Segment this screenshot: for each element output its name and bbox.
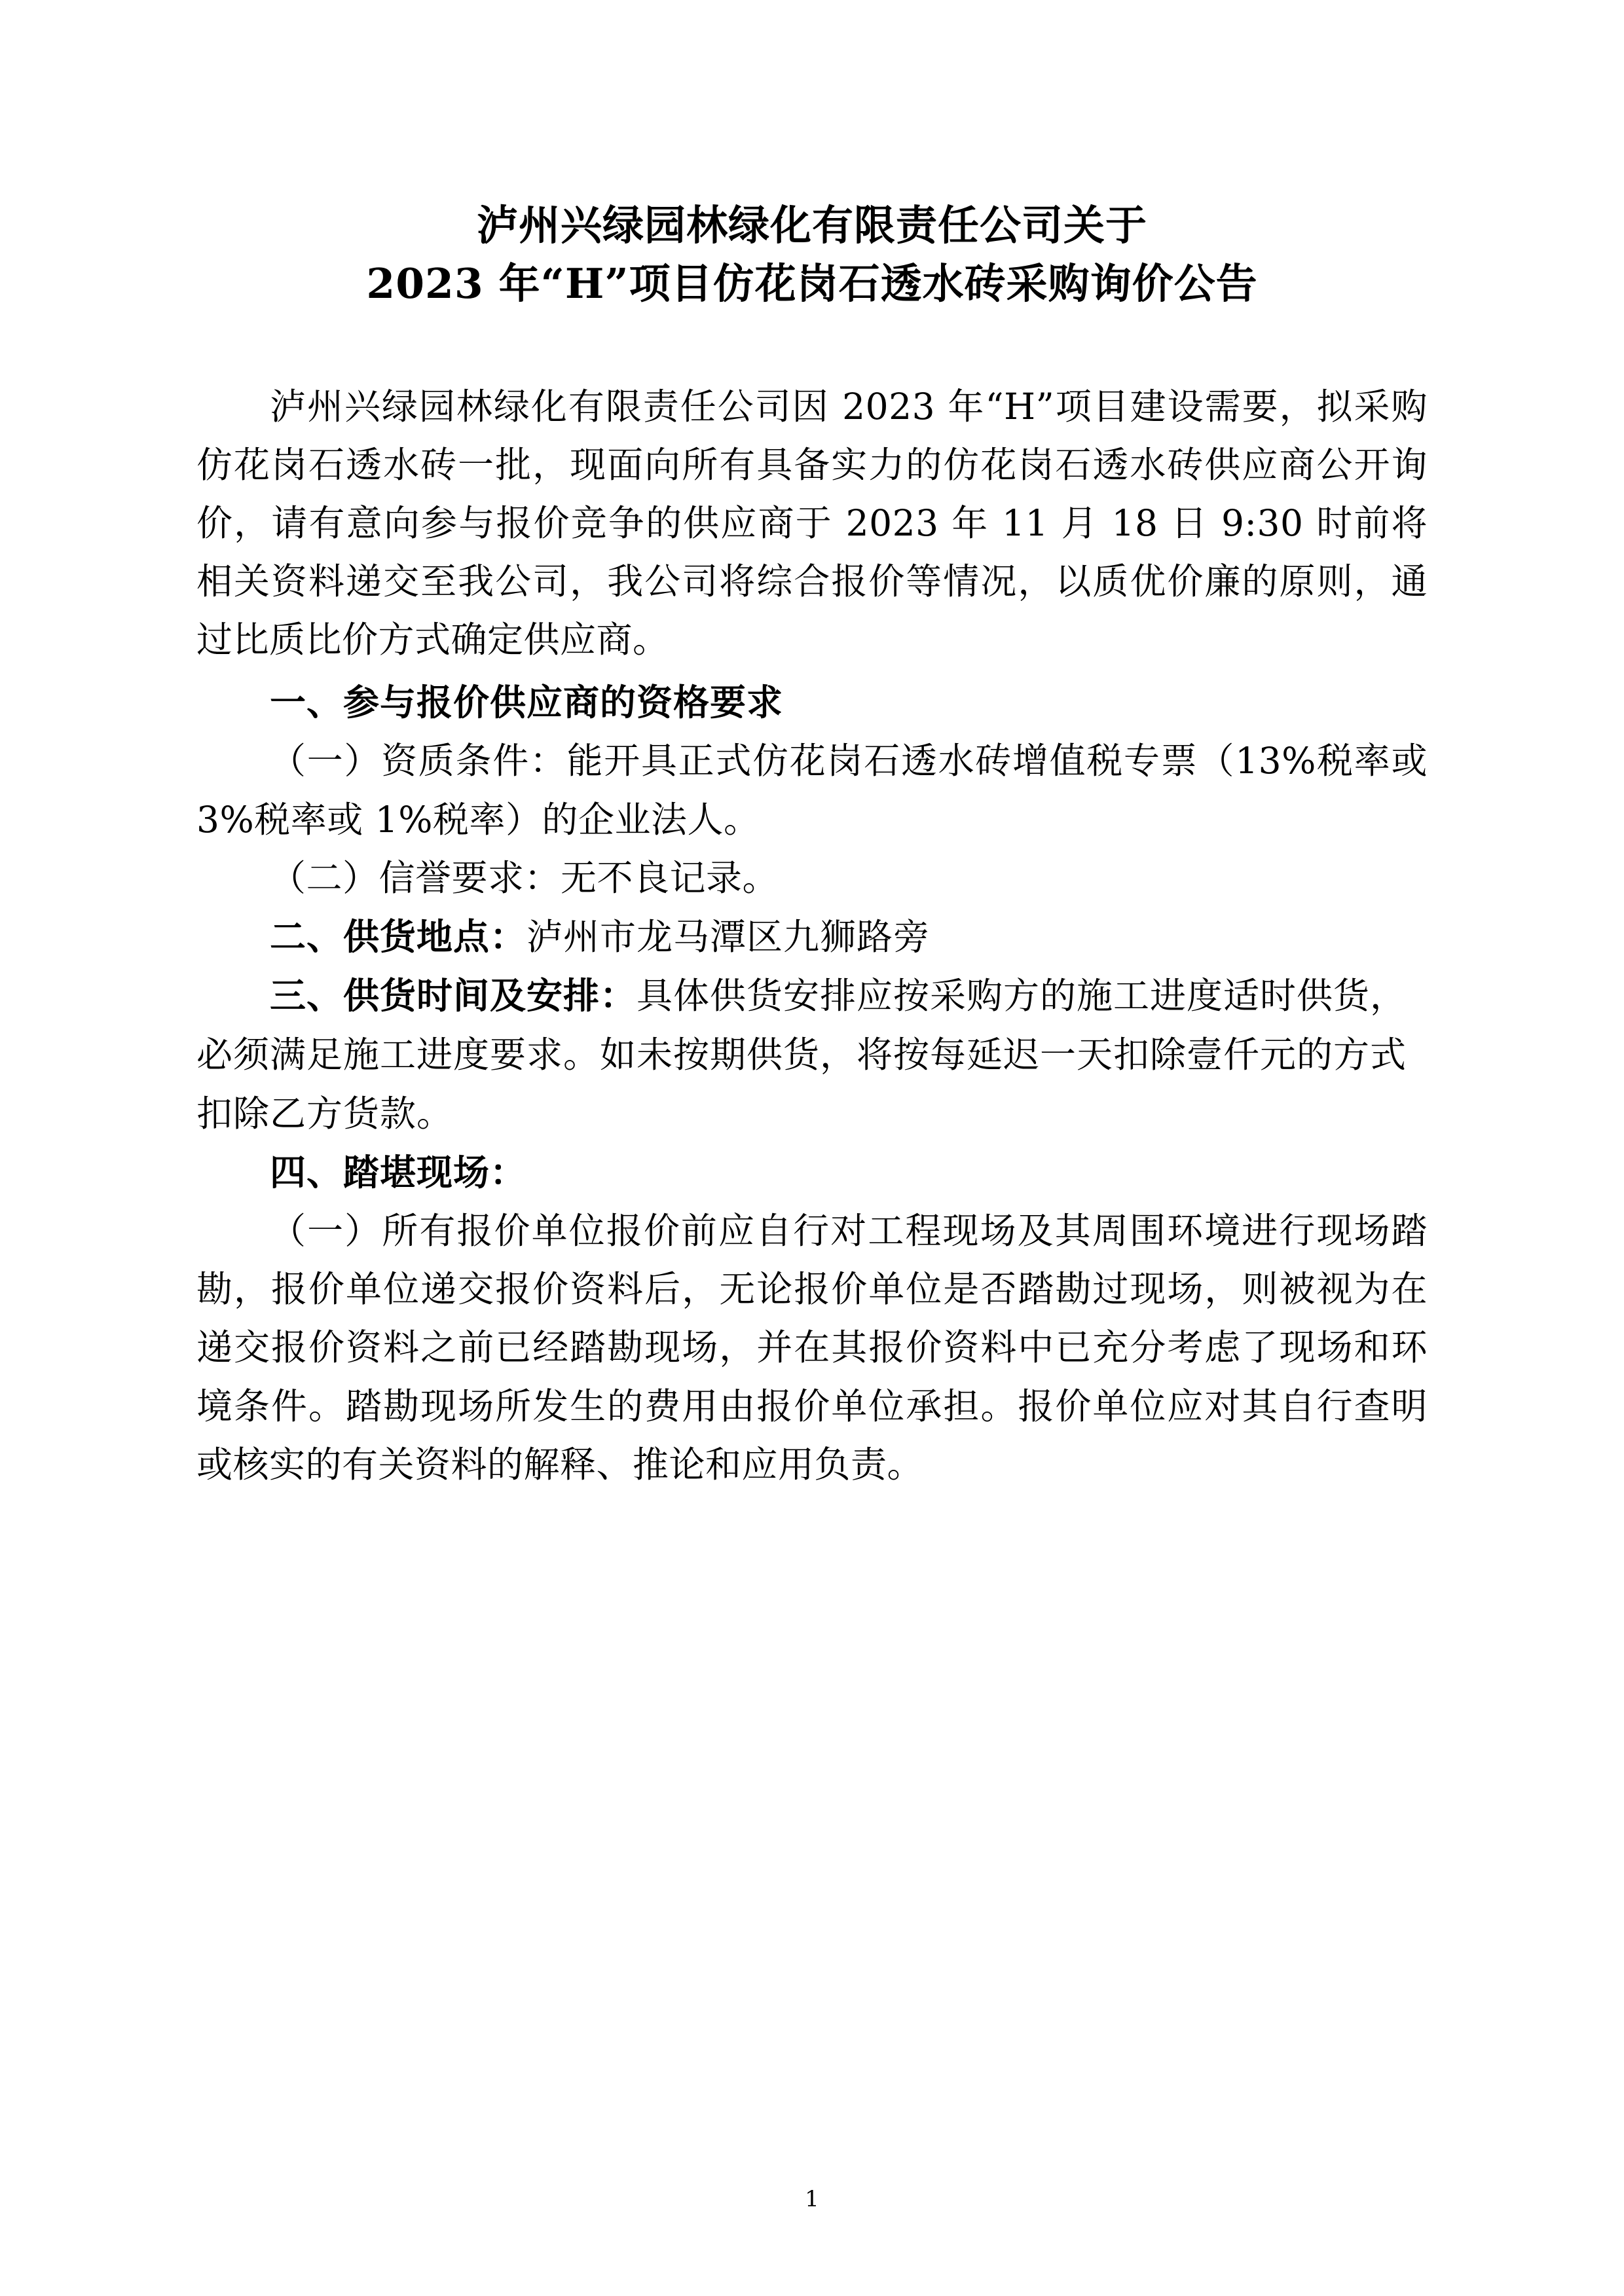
section-heading-2-normal: 泸州市龙马潭区九狮路旁 [526,915,931,958]
paragraph-intro: 泸州兴绿园林绿化有限责任公司因 2023 年“H”项目建设需要，拟采购仿花岗石透水砖一批，现面向所有具备实力的仿花岗石透水砖供应商公开询价，请有意向参与报价竞争的供应商于 2023 年 11 月 18 日 9:30 时前将相关资料递交至我公司，我公司将综合报价等情况，以质优价廉的原则，通过比质比价方式确定供应商。 [196,385,1428,661]
section-heading-4 [196,1143,1428,1202]
section-heading-3 [196,966,1428,1143]
title-spacer [196,320,1428,378]
page-number: 1 [805,2186,819,2212]
section-heading-1-bold: 一、参与报价供应商的资格要求 [270,681,784,724]
section-heading-2-bold: 二、供货地点： [270,915,527,958]
section-heading-1 [196,673,1428,732]
paragraph-site-visit: （一）所有报价单位报价前应自行对工程现场及其周围环境进行现场踏勘，报价单位递交报价资料后，无论报价单位是否踏勘过现场，则被视为在递交报价资料之前已经踏勘现场，并在其报价资料中已充分考虑了现场和环境条件。踏勘现场所发生的费用由报价单位承担。报价单位应对其自行查明或核实的有关资料的解释、推论和应用负责。 [196,1210,1428,1485]
section-heading-4-bold: 四、踏堪现场： [270,1151,527,1194]
section-heading-2 [196,907,1428,966]
title-line-2: 2023 年“H”项目仿花岗石透水砖采购询价公告 [366,259,1258,308]
section-heading-3-normal: 具体供货安排应按采购方的施工进度适时供货，必须满足施工进度要求。如未按期供货，将按每延迟一天扣除壹仟元的方式扣除乙方货款。 [196,974,1407,1135]
paragraph-qualification: （一）资质条件：能开具正式仿花岗石透水砖增值税专票（13%税率或 3%税率或 1%税率）的企业法人。 [196,740,1428,841]
paragraph-reputation: （二）信誉要求：无不良记录。 [270,856,779,899]
section-heading-3-bold: 三、供货时间及安排： [270,974,637,1017]
page-title [196,196,1428,314]
title-line-1: 泸州兴绿园林绿化有限责任公司关于 [477,201,1147,249]
